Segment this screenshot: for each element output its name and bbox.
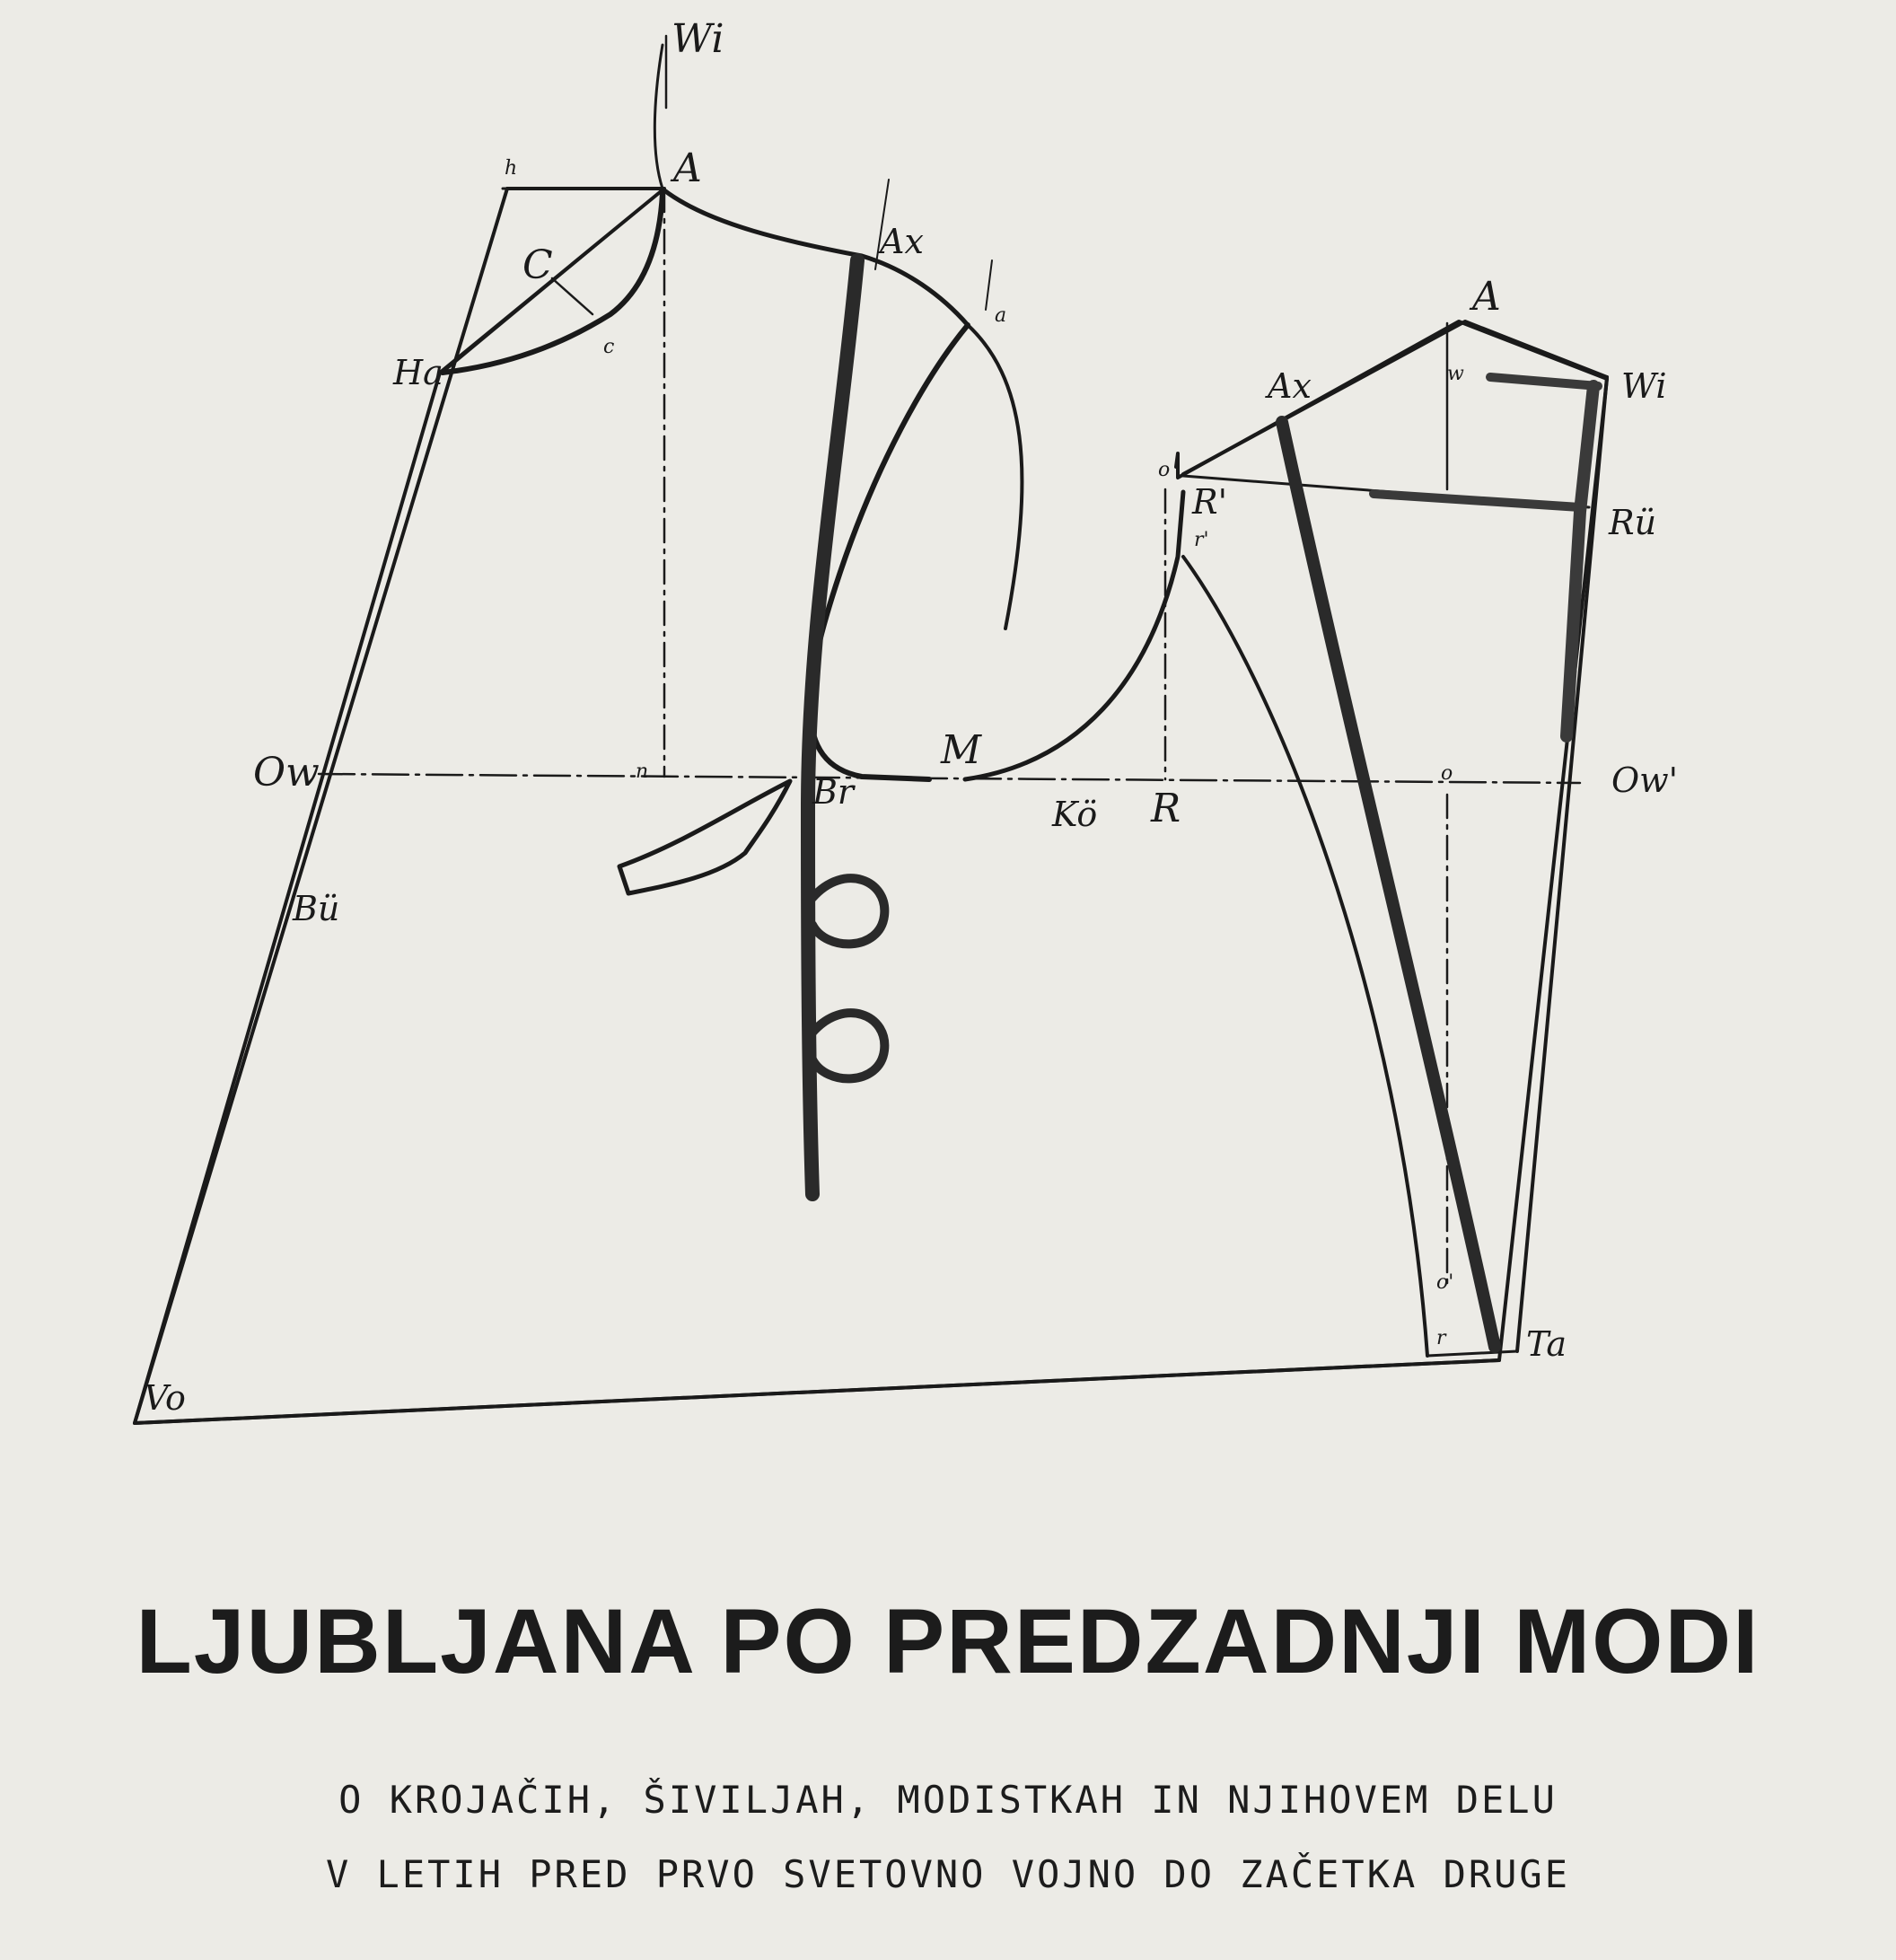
armhole-inner-curve [968, 325, 1023, 628]
label-ta: Ta [1526, 1324, 1567, 1364]
label-wi-right: Wi [1621, 366, 1667, 406]
back-shaded-top [1374, 377, 1598, 507]
label-o-small: o [1158, 459, 1171, 481]
label-r1: r' [1194, 529, 1209, 551]
tape-loop-2 [812, 1013, 884, 1078]
label-ax: Ax [880, 222, 924, 261]
label-ha: Ha [393, 353, 443, 392]
chest-line [319, 774, 1580, 783]
label-ru: Rü [1609, 503, 1657, 542]
measuring-tape-front [808, 260, 857, 1194]
label-o1: o' [1436, 1271, 1454, 1294]
label-br: Br [812, 772, 855, 812]
back-hem [1427, 1351, 1517, 1356]
label-ax-right: Ax [1268, 366, 1312, 406]
back-left-curve [1183, 557, 1427, 1356]
measuring-tape-back [1282, 422, 1495, 1347]
hem-line [135, 1360, 1499, 1423]
cover-subtitle-line-1: O KROJAČIH, ŠIVILJAH, MODISTKAH IN NJIHOVEM DELU [338, 1778, 1558, 1822]
label-c-small: c [603, 336, 615, 358]
label-h: h [505, 157, 518, 180]
cover-subtitle-line-2: V LETIH PRED PRVO SVETOVNO VOJNO DO ZAČETKA DRUGE [325, 1852, 1571, 1896]
label-vo: Vo [144, 1378, 186, 1418]
side-curve [965, 492, 1183, 779]
front-panel-outline [135, 189, 1607, 1423]
label-r-prime: R' [1192, 482, 1228, 522]
label-ow: Ow [253, 750, 320, 795]
label-n: n [636, 760, 649, 783]
back-right-edge [1517, 377, 1607, 1351]
label-r: R [1151, 786, 1181, 831]
label-a-small: a [995, 304, 1007, 327]
label-a-top: A [673, 145, 702, 191]
cover-title: LJUBLJANA PO PREDZADNJI MODI [136, 1590, 1760, 1692]
back-panel-top [1183, 321, 1607, 474]
c-perpendicular [552, 278, 592, 314]
label-o-center: o [1441, 762, 1453, 785]
label-a-right: A [1472, 274, 1501, 320]
a-tick [986, 260, 992, 310]
label-bu: Bü [293, 889, 340, 928]
label-w: w [1447, 363, 1464, 385]
label-wi-top: Wi [672, 16, 724, 62]
label-r-small: r [1436, 1327, 1446, 1349]
label-m: M [941, 727, 982, 773]
label-ow-prime: Ow' [1611, 760, 1679, 800]
label-c-big: C [522, 242, 553, 288]
tape-loop-1 [812, 878, 884, 944]
pointing-hand-icon [619, 781, 790, 893]
label-ko: Kö [1052, 795, 1098, 834]
armhole-curve [810, 325, 968, 779]
front-wi-curve [654, 45, 663, 189]
